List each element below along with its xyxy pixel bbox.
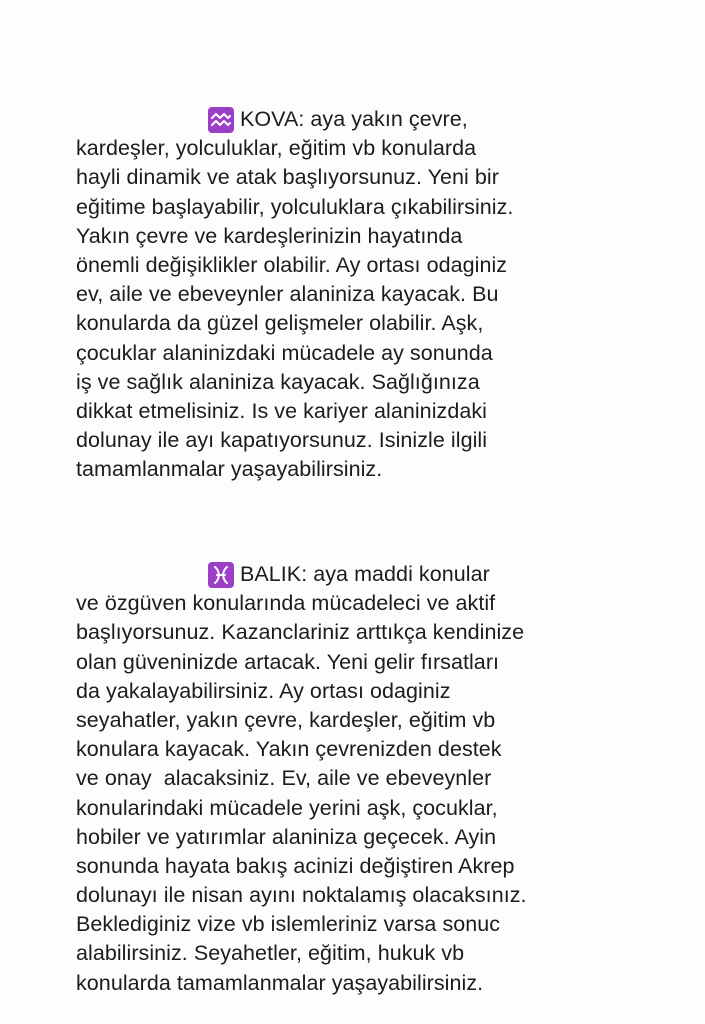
balik-line: hobiler ve yatırımlar alaniniza geçecek. Ayin bbox=[76, 824, 497, 849]
kova-line: çocuklar alaninizdaki mücadele ay sonunda bbox=[76, 340, 493, 365]
balik-line: alabilirsiniz. Seyahetler, eğitim, hukuk vb bbox=[76, 941, 465, 966]
kova-line: iş ve sağlık alaniniza kayacak. Sağlığınıza bbox=[76, 369, 480, 394]
kova-line: önemli değişiklikler olabilir. Ay ortası odaginiz bbox=[76, 252, 508, 277]
balik-line: ve onay alacaksiniz. Ev, aile ve ebeveynler bbox=[76, 766, 492, 791]
balik-line: seyahatler, yakın çevre, kardeşler, eğitim vb bbox=[76, 707, 496, 732]
balik-line: ve özgüven konularında mücadeleci ve aktif bbox=[76, 591, 496, 616]
kova-line: ev, aile ve ebeveynler alaniniza kayacak. Bu bbox=[76, 282, 499, 307]
balik-line: konularindaki mücadele yerini aşk, çocuklar, bbox=[76, 795, 498, 820]
kova-section bbox=[76, 105, 636, 484]
kova-line: hayli dinamik ve atak başlıyorsunuz. Yeni bir bbox=[76, 165, 499, 190]
balik-line: olan güveninizde artacak. Yeni gelir fırsatları bbox=[76, 649, 500, 674]
balik-line: başlıyorsunuz. Kazanclariniz arttıkça kendinize bbox=[76, 620, 525, 645]
balik-section bbox=[76, 560, 636, 998]
kova-line-0: KOVA: aya yakın çevre, bbox=[240, 107, 468, 131]
aquarius-icon bbox=[208, 107, 234, 133]
kova-line: dikkat etmelisiniz. Is ve kariyer alaninizdaki bbox=[76, 398, 487, 423]
kova-line: eğitime başlayabilir, yolculuklara çıkabilirsiniz. bbox=[76, 194, 514, 219]
balik-line: sonunda hayata bakış acinizi değiştiren Akrep bbox=[76, 853, 515, 878]
kova-line: kardeşler, yolculuklar, eğitim vb konularda bbox=[76, 136, 477, 161]
balik-heading-line bbox=[76, 560, 636, 589]
kova-line: tamamlanmalar yaşayabilirsiniz. bbox=[76, 457, 383, 482]
balik-line: da yakalayabilirsiniz. Ay ortası odaginiz bbox=[76, 678, 451, 703]
balik-line-0: BALIK: aya maddi konular bbox=[240, 562, 490, 586]
kova-line: Yakın çevre ve kardeşlerinizin hayatında bbox=[76, 223, 463, 248]
balik-line: dolunayı ile nisan ayını noktalamış olacaksınız. bbox=[76, 883, 527, 908]
pisces-icon bbox=[208, 562, 234, 588]
kova-heading-line bbox=[76, 105, 636, 134]
balik-line: Beklediginiz vize vb islemleriniz varsa sonuc bbox=[76, 912, 501, 937]
balik-line: konularda tamamlanmalar yaşayabilirsiniz. bbox=[76, 970, 484, 995]
balik-line: konulara kayacak. Yakın çevrenizden destek bbox=[76, 737, 502, 762]
kova-line: konularda da güzel gelişmeler olabilir. Aşk, bbox=[76, 311, 484, 336]
kova-line: dolunay ile ayı kapatıyorsunuz. Isinizle ilgili bbox=[76, 428, 488, 453]
